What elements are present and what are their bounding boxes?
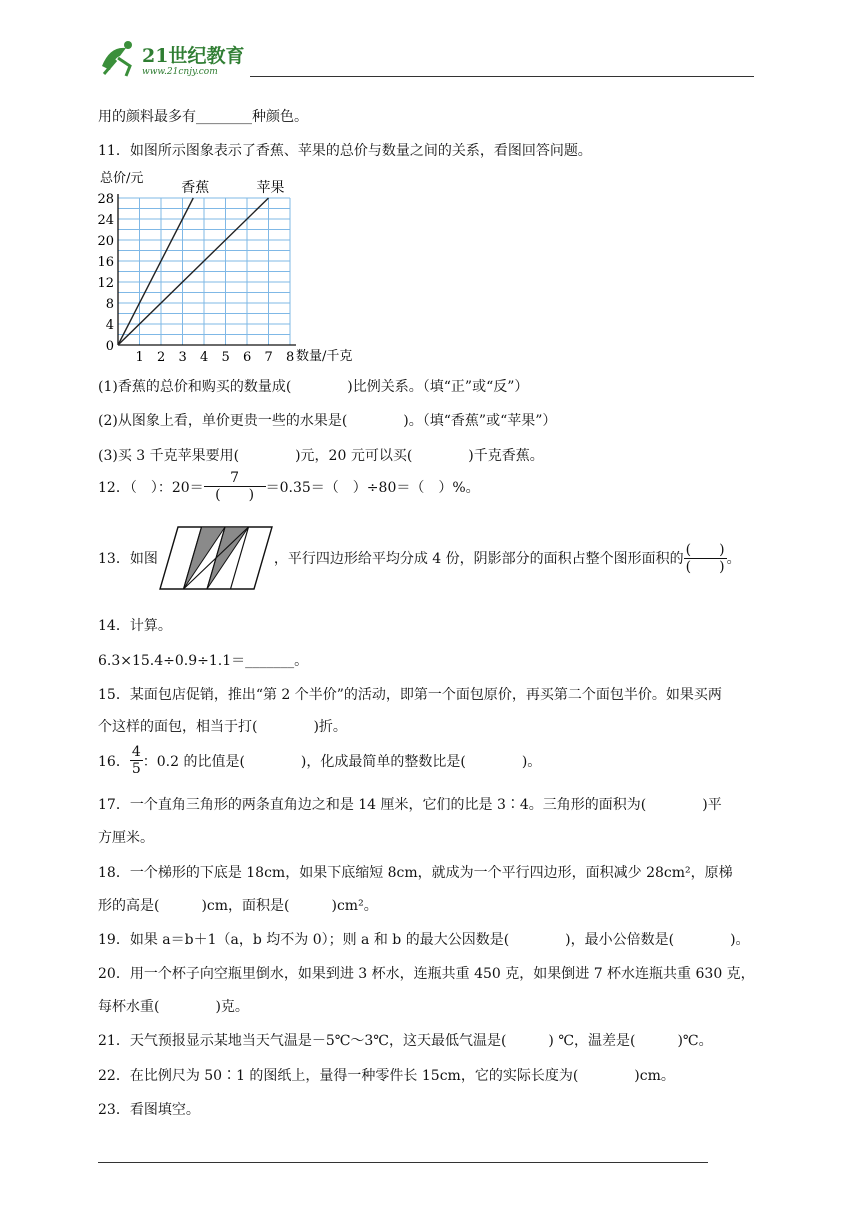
q12-prefix: 12．（ ）：20＝	[98, 479, 204, 496]
q16-denominator: 5	[131, 761, 141, 777]
footer-rule	[98, 1162, 708, 1163]
q13-prefix: 13．如图	[98, 551, 158, 567]
y-tick-label: 20	[97, 234, 114, 249]
question-18-line-2: 形的高是( )cm，面积是( )cm²。	[98, 898, 378, 914]
q12-denominator: ( )	[204, 486, 266, 503]
question-16	[98, 744, 541, 777]
q13-fraction	[684, 542, 727, 575]
q13-numerator: ( )	[685, 541, 725, 558]
logo-url: www.21cnjy.com	[142, 67, 218, 77]
q12-suffix: ＝0.35＝（ ）÷80＝（ ）%。	[265, 479, 480, 496]
question-20-line-2: 每杯水重( )克。	[98, 999, 249, 1015]
question-11-part-2: (2)从图象上看，单价更贵一些的水果是( )。（填“香蕉”或“苹果”）	[98, 413, 557, 429]
x-axis-label: 数量/千克	[296, 349, 353, 364]
question-13	[98, 525, 741, 591]
question-18-line-1: 18．一个梯形的下底是 18cm，如果下底缩短 8cm，就成为一个平行四边形，面积减少 28cm²，原梯	[98, 865, 733, 881]
x-tick-label: 5	[221, 350, 230, 365]
y-tick-label: 28	[97, 192, 114, 207]
y-tick-label: 0	[105, 339, 114, 354]
question-15-line-1: 15．某面包店促销，推出“第 2 个半价”的活动，即第一个面包原价，再买第二个面包半价。如果买两	[98, 687, 722, 703]
parallelogram-figure	[158, 525, 274, 591]
q16-text: ：0.2 的比值是( )，化成最简单的整数比是( )。	[142, 753, 542, 770]
question-22: 22．在比例尺为 50∶1 的图纸上，量得一种零件长 15cm，它的实际长度为( )cm。	[98, 1068, 675, 1084]
question-14-stem: 14．计算。	[98, 618, 172, 634]
question-11-stem: 11．如图所示图象表示了香蕉、苹果的总价与数量之间的关系，看图回答问题。	[98, 143, 592, 159]
logo-text: 21世纪教育	[142, 45, 245, 67]
q13-text: ，平行四边形给平均分成 4 份，阴影部分的面积占整个图形面积的	[273, 551, 684, 567]
x-tick-label: 2	[157, 350, 166, 365]
series-label: 香蕉	[181, 180, 210, 196]
chart-ticks	[97, 192, 294, 365]
header-rule	[250, 76, 754, 77]
series-label: 苹果	[256, 180, 285, 196]
y-tick-label: 8	[105, 297, 114, 312]
x-tick-label: 3	[178, 350, 187, 365]
question-12	[98, 470, 480, 503]
q16-prefix: 16．	[98, 753, 130, 770]
question-17-line-1: 17．一个直角三角形的两条直角边之和是 14 厘米，它们的比是 3∶4。三角形的面积为( )平	[98, 797, 722, 813]
y-tick-label: 24	[97, 213, 114, 228]
q16-fraction	[130, 744, 143, 777]
question-20-line-1: 20．用一个杯子向空瓶里倒水，如果到进 3 杯水，连瓶共重 450 克，如果倒进 7 杯水连瓶共重 630 克，	[98, 966, 755, 982]
question-17-line-2: 方厘米。	[98, 830, 154, 846]
site-logo	[96, 36, 256, 78]
question-14-expression: 6.3×15.4÷0.9÷1.1＝_______。	[98, 653, 309, 669]
y-axis-label: 总价/元	[100, 171, 144, 186]
logo-runner-icon	[96, 36, 256, 78]
chart-series	[118, 179, 285, 345]
question-21: 21．天气预报显示某地当天气温是－5℃～3℃，这天最低气温是( ) ℃，温差是( )℃。	[98, 1033, 713, 1049]
y-tick-label: 16	[97, 255, 114, 270]
chart-axes	[118, 194, 296, 345]
question-10-tail: 用的颜料最多有________种颜色。	[98, 109, 308, 125]
y-tick-label: 4	[105, 318, 114, 333]
q13-denominator: ( )	[685, 558, 725, 575]
q12-numerator: 7	[230, 470, 240, 486]
question-11-part-3: (3)买 3 千克苹果要用( )元，20 元可以买( )千克香蕉。	[98, 448, 544, 464]
q12-fraction	[204, 470, 266, 503]
question-19: 19．如果 a＝b＋1（a，b 均不为 0）；则 a 和 b 的最大公因数是( )，最小公倍数是( )。	[98, 932, 750, 948]
question-11-part-1: (1)香蕉的总价和购买的数量成( )比例关系。（填“正”或“反”）	[98, 379, 529, 395]
x-tick-label: 8	[286, 350, 295, 365]
q16-numerator: 4	[131, 744, 141, 760]
x-tick-label: 1	[135, 350, 144, 365]
question-15-line-2: 个这样的面包，相当于打( )折。	[98, 719, 347, 735]
chart-grid	[118, 198, 290, 345]
price-quantity-chart	[96, 168, 376, 368]
y-tick-label: 12	[97, 276, 114, 291]
x-tick-label: 4	[200, 350, 209, 365]
x-tick-label: 7	[264, 350, 273, 365]
question-23: 23．看图填空。	[98, 1102, 200, 1118]
q13-end: 。	[726, 551, 741, 567]
x-tick-label: 6	[243, 350, 252, 365]
